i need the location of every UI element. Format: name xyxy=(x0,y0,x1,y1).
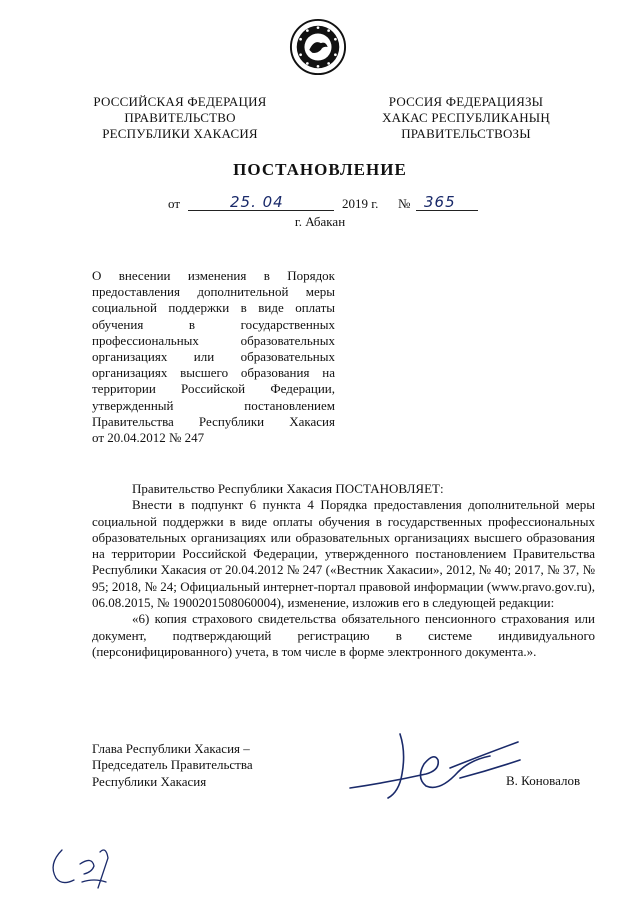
signatory-title xyxy=(92,741,253,790)
handwritten-signature xyxy=(330,712,530,812)
header-right-line: ПРАВИТЕЛЬСТВОЗЫ xyxy=(401,126,531,141)
header-left-line: ПРАВИТЕЛЬСТВО xyxy=(124,110,236,125)
subject-line: утвержденный постановлением xyxy=(92,397,335,413)
city-text: г. Абакан xyxy=(294,214,346,229)
body-paragraph: Правительство Республики Хакасия ПОСТАНОВЛЯЕТ: xyxy=(132,481,444,496)
subject-block xyxy=(92,268,335,446)
header-right-line: РОССИЯ ФЕДЕРАЦИЯЗЫ xyxy=(388,94,544,109)
header-left-line: РЕСПУБЛИКИ ХАКАСИЯ xyxy=(102,126,258,141)
header-right-line: ХАКАС РЕСПУБЛИКАНЫҢ xyxy=(382,110,550,125)
document-title: ПОСТАНОВЛЕНИЕ xyxy=(233,160,407,179)
body-paragraph: Внести в подпункт 6 пункта 4 Порядка предоставления дополнительной меры социальной поддержки в виде оплаты обучения в государственных профессиональных образовательных организациях или образовательных организациях высшего образования на территории Российской Федерации, утвержденного постановлением Правительства Республики Хакасия от 20.04.2012 № 247 («Вестник Хакасии», 2012, № 40; 2017, № 37, № 95; 2018, № 24; Официальный интернет-портал правовой информации (www.pravo.gov.ru), 06.08.2015, № 1900201508060004), изменение, изложив его в следующей редакции: xyxy=(92,497,595,611)
body-paragraph: «6) копия страхового свидетельства обязательного пенсионного страхования или документ, подтверждающий регистрацию в системе индивидуального (персонифицированного) учета, в том числе в форме электронного документа.». xyxy=(92,611,595,659)
subject-line: обучения в государственных xyxy=(92,316,335,332)
date-handwritten: 25. 04 xyxy=(230,193,284,211)
subject-line: территории Российской Федерации, xyxy=(92,381,335,397)
subject-line: организациях высшего образования на xyxy=(92,365,335,381)
handwritten-initials xyxy=(42,838,132,893)
subject-line: профессиональных образовательных xyxy=(92,332,335,348)
signatory-title-line: Республики Хакасия xyxy=(92,773,207,789)
year-text: 2019 г. xyxy=(342,196,379,211)
header-left-line: РОССИЙСКАЯ ФЕДЕРАЦИЯ xyxy=(93,94,267,109)
signatory-name: В. Коновалов xyxy=(506,773,581,788)
coat-of-arms-emblem xyxy=(289,18,347,76)
signatory-title-line: Глава Республики Хакасия – xyxy=(92,741,250,756)
subject-line: организациях или образовательных xyxy=(92,349,335,365)
subject-line: социальной поддержки в виде оплаты xyxy=(92,300,335,316)
subject-line: О внесении изменения в Порядок xyxy=(92,268,335,283)
date-number-line xyxy=(160,193,500,214)
header-right-block xyxy=(372,94,560,142)
signatory-title-line: Председатель Правительства xyxy=(92,757,253,773)
subject-line: Правительства Республики Хакасия xyxy=(92,413,335,429)
subject-line: предоставления дополнительной меры xyxy=(92,284,335,300)
subject-line: от 20.04.2012 № 247 xyxy=(92,430,205,446)
date-prefix: от xyxy=(168,196,181,211)
number-handwritten: 365 xyxy=(424,193,456,211)
header-left-block xyxy=(86,94,274,142)
number-sign: № xyxy=(398,196,411,211)
resolution-body xyxy=(92,481,595,660)
